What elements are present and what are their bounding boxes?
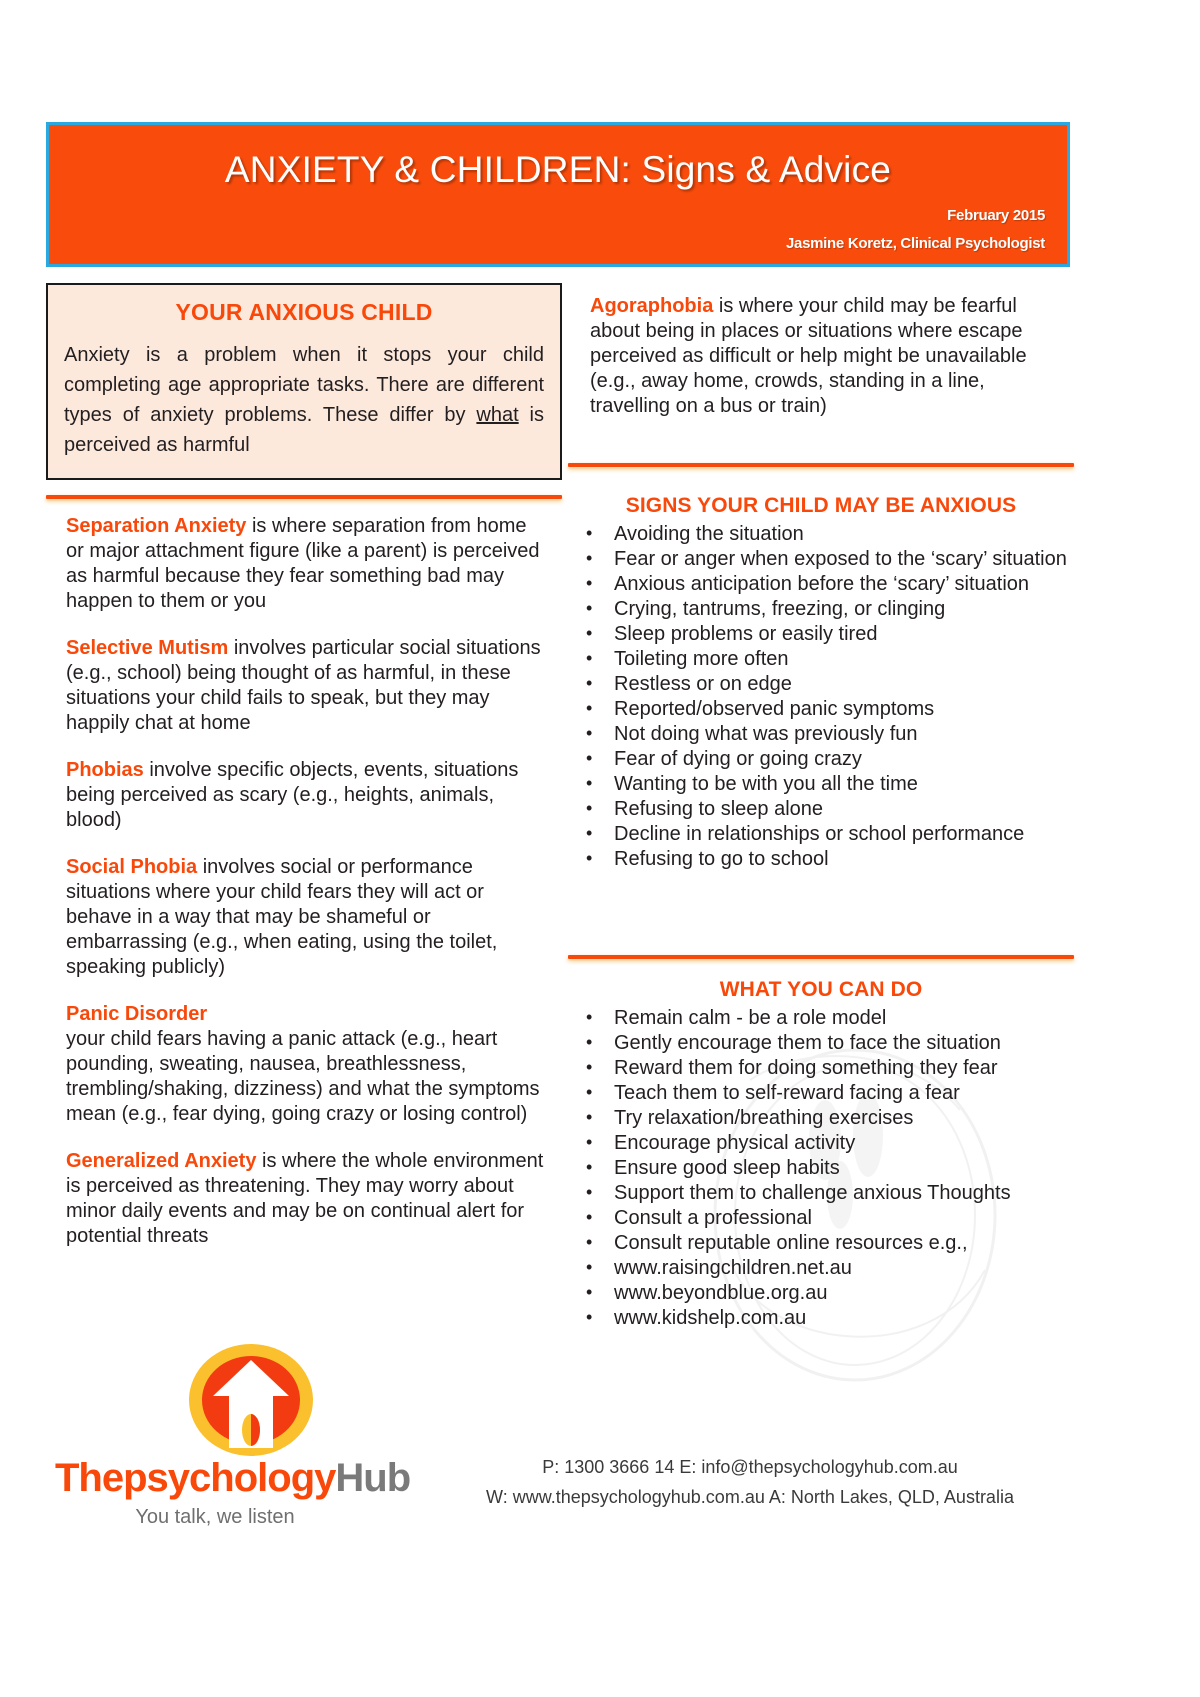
list-item: • Toileting more often [568, 647, 1074, 672]
list-item: • Wanting to be with you all the time [568, 772, 1074, 797]
paragraph-separation-anxiety [66, 514, 544, 614]
list-item: • Reward them for doing something they fear [568, 1056, 1074, 1081]
signs-list [568, 522, 1074, 872]
anxious-box-body [64, 340, 544, 460]
body-selective-mutism: involves particular social situations (e.g., school) being thought of as harmful, in these situations your child fails to speak, but they may happily chat at home [66, 637, 541, 734]
list-item: • Ensure good sleep habits [568, 1156, 1074, 1181]
resource-link-kidshelp[interactable]: • www.kidshelp.com.au [568, 1306, 1074, 1331]
what-you-can-do-list [568, 1006, 1074, 1331]
list-item: • Consult reputable online resources e.g., [568, 1231, 1074, 1256]
paragraph-selective-mutism [66, 636, 544, 736]
paragraph-social-phobia [66, 855, 544, 980]
footer-line-phone-email: P: 1300 3666 14 E: info@thepsychologyhub.com.au [542, 1457, 958, 1477]
list-item: • Encourage physical activity [568, 1131, 1074, 1156]
lead-phobias: Phobias [66, 759, 144, 781]
paragraph-phobias [66, 758, 544, 833]
anxious-box-title: YOUR ANXIOUS CHILD [175, 299, 433, 325]
lead-agoraphobia: Agoraphobia [590, 295, 714, 317]
resource-link-beyondblue[interactable]: • www.beyondblue.org.au [568, 1281, 1074, 1306]
list-item: • Fear of dying or going crazy [568, 747, 1074, 772]
list-item: • Refusing to sleep alone [568, 797, 1074, 822]
header-author: Jasmine Koretz, Clinical Psychologist [786, 235, 1045, 252]
page-title: ANXIETY & CHILDREN: Signs & Advice [224, 149, 892, 190]
list-item: • Restless or on edge [568, 672, 1074, 697]
paragraph-agoraphobia [590, 294, 1060, 419]
anxious-text-part-2: is perceived as harmful [64, 404, 544, 456]
list-item: • Support them to challenge anxious Thoughts [568, 1181, 1074, 1206]
lead-selective-mutism: Selective Mutism [66, 637, 229, 659]
list-item: • Anxious anticipation before the ‘scary’ situation [568, 572, 1074, 597]
footer-line-web-address: W: www.thepsychologyhub.com.au A: North Lakes, QLD, Australia [486, 1487, 1014, 1507]
list-item: • Reported/observed panic symptoms [568, 697, 1074, 722]
your-anxious-child-box [46, 283, 562, 480]
list-item: • Remain calm - be a role model [568, 1006, 1074, 1031]
house-in-circle-icon [185, 1330, 317, 1456]
logo-word-the: The [55, 1456, 124, 1500]
body-agoraphobia: is where your child may be fearful about being in places or situations where escape perceived as difficult or help might be unavailable (e.g., away home, crowds, standing in a line, travelling on a bus or train) [590, 295, 1027, 417]
left-column-body [66, 514, 544, 1249]
paragraph-panic-disorder [66, 1002, 544, 1127]
company-logo [55, 1330, 411, 1530]
list-item: • Gently encourage them to face the situation [568, 1031, 1074, 1056]
anxious-text-underlined: what [476, 404, 519, 426]
divider-what-you-can-do [568, 955, 1074, 959]
list-item: • Sleep problems or easily tired [568, 622, 1074, 647]
body-phobias: involve specific objects, events, situations being perceived as scary (e.g., heights, animals, blood) [66, 759, 519, 831]
divider-agoraphobia [568, 463, 1074, 467]
what-you-can-do-heading: WHAT YOU CAN DO [719, 978, 923, 1001]
signs-heading: SIGNS YOUR CHILD MAY BE ANXIOUS [625, 494, 1017, 517]
header-banner [46, 122, 1070, 267]
logo-tagline: You talk, we listen [135, 1506, 295, 1528]
list-item: • Refusing to go to school [568, 847, 1074, 872]
list-item: • Fear or anger when exposed to the ‘scary’ situation [568, 547, 1074, 572]
list-item: • Teach them to self-reward facing a fear [568, 1081, 1074, 1106]
body-separation-anxiety: is where separation from home or major attachment figure (like a parent) is perceived as harmful because they fear something bad may happen to them or you [66, 515, 540, 612]
lead-generalized-anxiety: Generalized Anxiety [66, 1150, 257, 1172]
lead-separation-anxiety: Separation Anxiety [66, 515, 247, 537]
list-item: • Crying, tantrums, freezing, or clinging [568, 597, 1074, 622]
body-panic-disorder: your child fears having a panic attack (e.g., heart pounding, sweating, nausea, breathlessness, trembling/shaking, dizziness) and what the symptoms mean (e.g., fear dying, going crazy or losing control) [66, 1028, 540, 1125]
list-item: • Avoiding the situation [568, 522, 1074, 547]
footer-contact [420, 1452, 1080, 1512]
logo-wordmark [55, 1456, 411, 1501]
list-item: • Consult a professional [568, 1206, 1074, 1231]
list-item: • Not doing what was previously fun [568, 722, 1074, 747]
lead-panic-disorder: Panic Disorder [66, 1003, 208, 1025]
logo-word-psychology: psychology [123, 1456, 336, 1500]
paragraph-generalized-anxiety [66, 1149, 544, 1249]
lead-social-phobia: Social Phobia [66, 856, 198, 878]
header-date: February 2015 [947, 207, 1045, 224]
list-item: • Try relaxation/breathing exercises [568, 1106, 1074, 1131]
resource-link-raisingchildren[interactable]: • www.raisingchildren.net.au [568, 1256, 1074, 1281]
list-item: • Decline in relationships or school performance [568, 822, 1074, 847]
divider-left [46, 495, 562, 499]
body-generalized-anxiety: is where the whole environment is perceived as threatening. They may worry about minor daily events and may be on continual alert for potential threats [66, 1150, 544, 1247]
anxious-text-part-1: Anxiety is a problem when it stops your child completing age appropriate tasks. There are different types of anxiety problems. These differ by [64, 344, 544, 426]
body-social-phobia: involves social or performance situations where your child fears they will act or behave in a way that may be shameful or embarrassing (e.g., when eating, using the toilet, speaking publicly) [66, 856, 498, 978]
logo-word-hub: Hub [335, 1456, 411, 1500]
